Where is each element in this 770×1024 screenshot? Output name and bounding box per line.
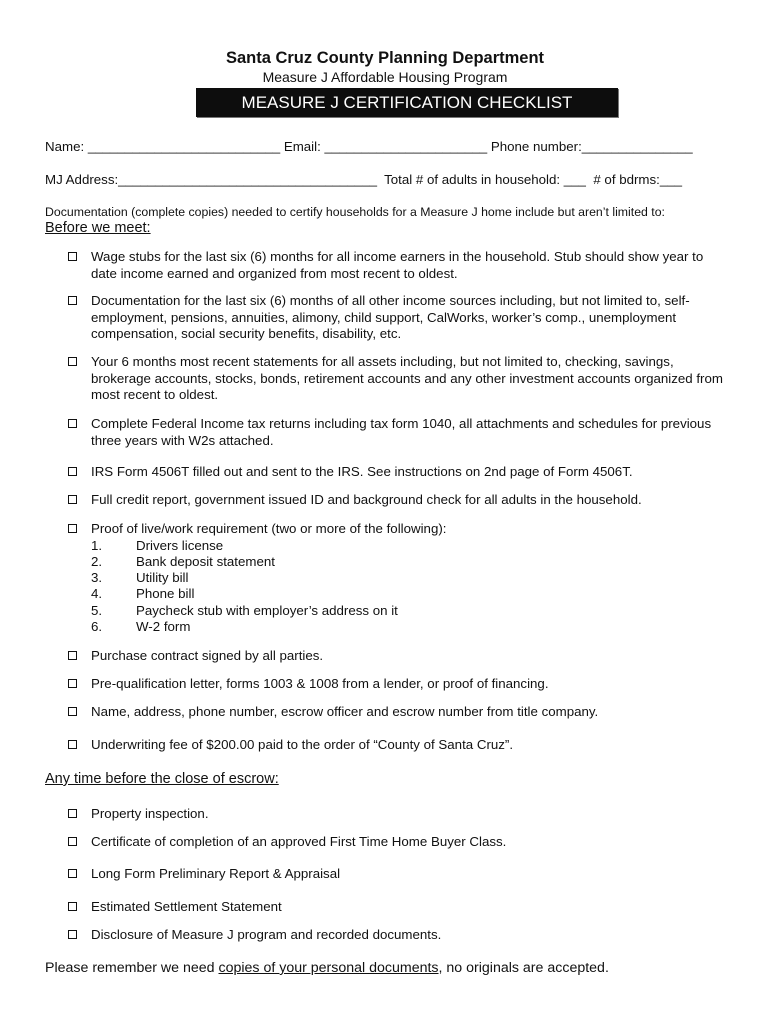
checkbox-icon[interactable] xyxy=(68,651,77,660)
checklist-item: Pre-qualification letter, forms 1003 & 1008 from a lender, or proof of financing. xyxy=(68,676,728,693)
checklist-item: Purchase contract signed by all parties. xyxy=(68,648,728,665)
checklist-item-proof: Proof of live/work requirement (two or more of the following): 1. Drivers license 2. Bank deposit statement 3. Utility bill 4. Phone bill 5. Paycheck stub with employer’s address on it 6. W-2 form xyxy=(68,521,728,635)
intro-text: Documentation (complete copies) needed to certify households for a Measure J home include but aren’t limited to: xyxy=(45,205,665,219)
proof-list-item: 2. Bank deposit statement xyxy=(91,553,275,569)
checklist-item: Documentation for the last six (6) months of all other income sources including, but not limited to, self-employment, pensions, annuities, alimony, child support, CalWorks, worker’s comp., unemployment compensation, social security benefits, disability, etc. xyxy=(68,293,728,343)
checklist-item: Full credit report, government issued ID and background check for all adults in the household. xyxy=(68,492,728,509)
checkbox-icon[interactable] xyxy=(68,902,77,911)
checkbox-icon[interactable] xyxy=(68,809,77,818)
checkbox-icon[interactable] xyxy=(68,740,77,749)
page-title: Santa Cruz County Planning Department xyxy=(225,49,545,67)
emphasized-text: copies of your personal documents xyxy=(218,960,439,976)
checkbox-icon[interactable] xyxy=(68,495,77,504)
checklist-banner: MEASURE J CERTIFICATION CHECKLIST xyxy=(196,88,618,117)
checklist-item: Long Form Preliminary Report & Appraisal xyxy=(68,866,728,883)
checkbox-icon[interactable] xyxy=(68,679,77,688)
contact-fields-line: Name: __________________________ Email: ______________________ Phone number:_______________ xyxy=(45,139,693,154)
address-fields-line: MJ Address:___________________________________ Total # of adults in household: ___ # of bdrms:___ xyxy=(45,172,683,187)
section-heading-before-meet: Before we meet: xyxy=(45,220,151,236)
checklist-item: Estimated Settlement Statement xyxy=(68,899,728,916)
checkbox-icon[interactable] xyxy=(68,467,77,476)
section-heading-before-escrow: Any time before the close of escrow: xyxy=(45,771,279,787)
checkbox-icon[interactable] xyxy=(68,869,77,878)
proof-list-item: 4. Phone bill xyxy=(91,586,195,602)
checklist-item: Wage stubs for the last six (6) months for all income earners in the household. Stub should show year to date income earned and organized from most recent to oldest. xyxy=(68,249,728,282)
checklist-item: Your 6 months most recent statements for all assets including, but not limited to, checking, savings, brokerage accounts, stocks, bonds, retirement accounts and any other investment accounts organized from most recent to oldest. xyxy=(68,354,728,404)
checkbox-icon[interactable] xyxy=(68,930,77,939)
checklist-item: Name, address, phone number, escrow officer and escrow number from title company. xyxy=(68,704,728,721)
proof-list-item: 5. Paycheck stub with employer’s address on it xyxy=(91,602,398,618)
closing-note: Please remember we need copies of your personal documents, no originals are accepted. xyxy=(45,960,609,976)
checkbox-icon[interactable] xyxy=(68,252,77,261)
checklist-item: Certificate of completion of an approved First Time Home Buyer Class. xyxy=(68,834,728,851)
checklist-item: Complete Federal Income tax returns including tax form 1040, all attachments and schedules for previous three years with W2s attached. xyxy=(68,416,728,449)
proof-list-item: 3. Utility bill xyxy=(91,570,189,586)
checkbox-icon[interactable] xyxy=(68,357,77,366)
checkbox-icon[interactable] xyxy=(68,837,77,846)
checklist-item: IRS Form 4506T filled out and sent to the IRS. See instructions on 2nd page of Form 4506T. xyxy=(68,464,728,481)
checklist-item: Property inspection. xyxy=(68,806,728,823)
checklist-item: Underwriting fee of $200.00 paid to the order of “County of Santa Cruz”. xyxy=(68,737,728,754)
checkbox-icon[interactable] xyxy=(68,419,77,428)
proof-list-item: 1. Drivers license xyxy=(91,537,224,553)
checkbox-icon[interactable] xyxy=(68,707,77,716)
checkbox-icon[interactable] xyxy=(68,524,77,533)
checklist-item: Disclosure of Measure J program and recorded documents. xyxy=(68,927,728,944)
page-subtitle: Measure J Affordable Housing Program xyxy=(262,69,508,85)
checkbox-icon[interactable] xyxy=(68,296,77,305)
proof-list-item: 6. W-2 form xyxy=(91,618,191,634)
